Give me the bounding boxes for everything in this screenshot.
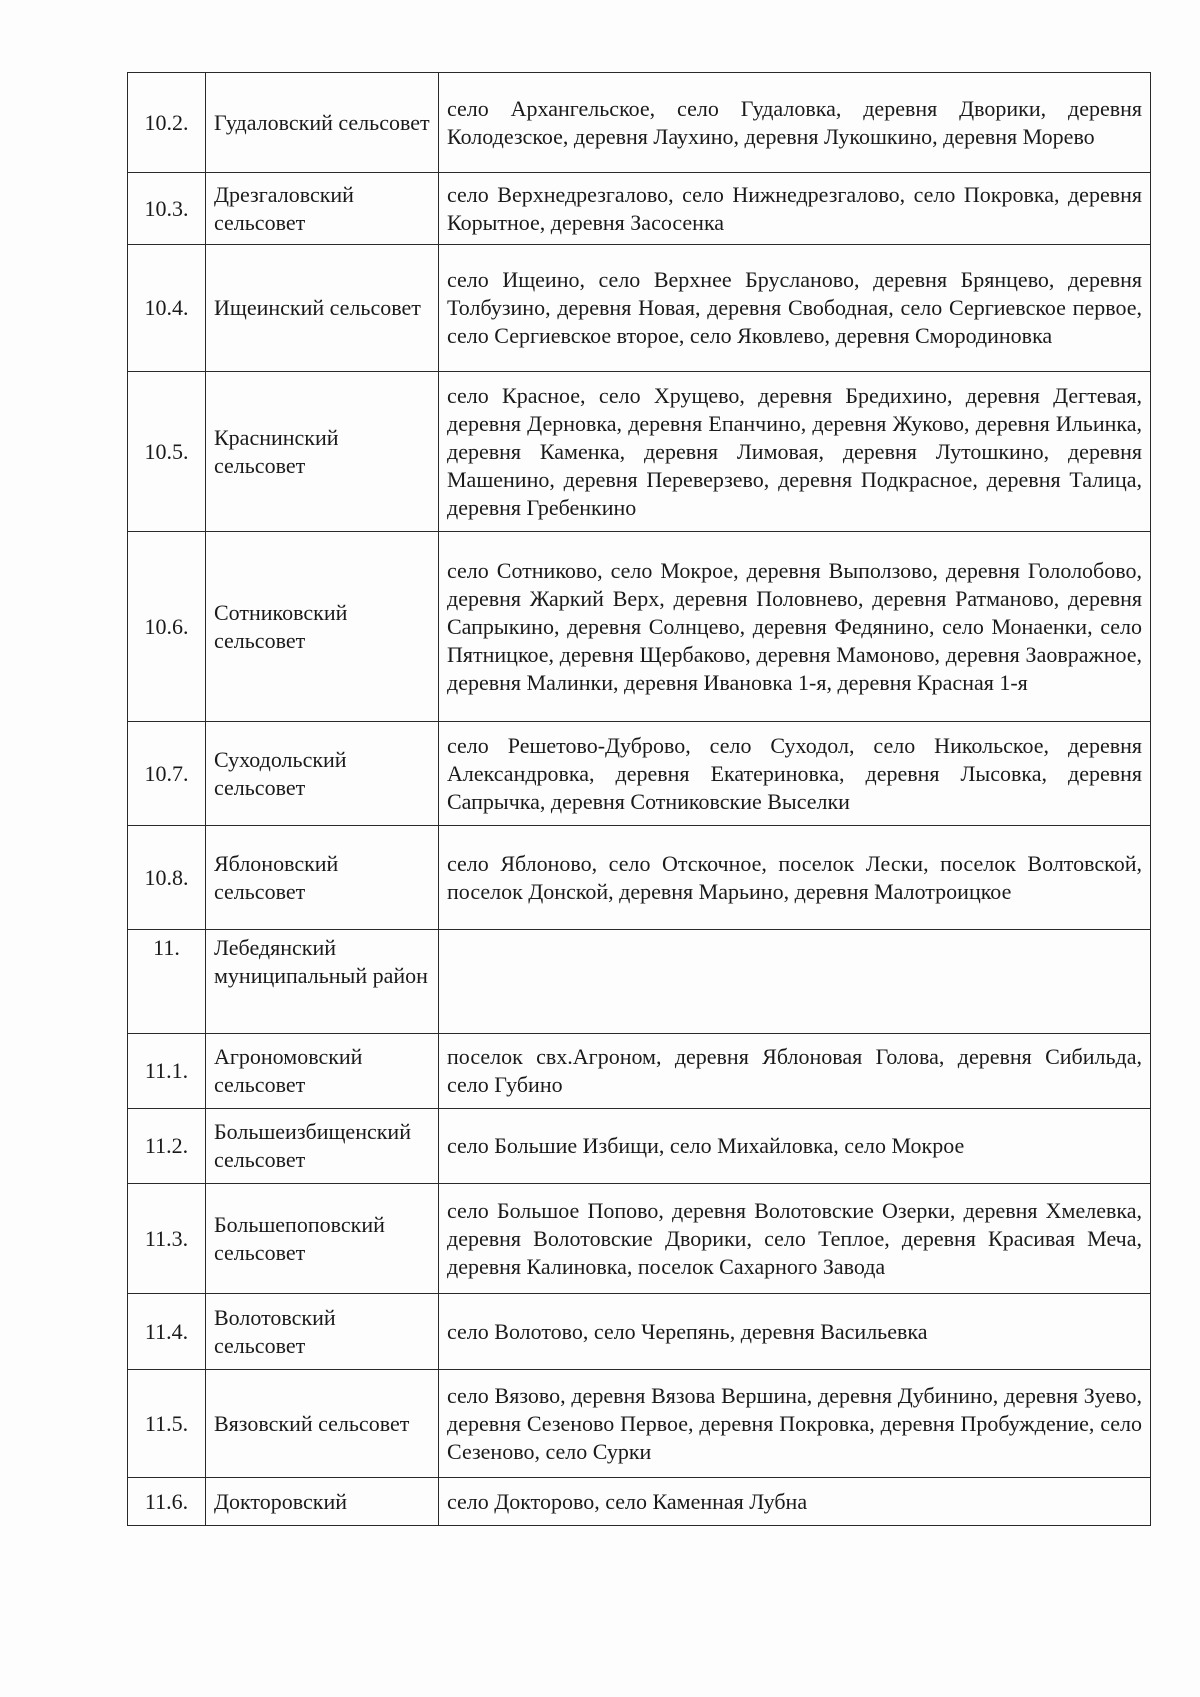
council-name: Дрезгаловский сельсовет	[206, 173, 439, 245]
table-row	[128, 1294, 1151, 1370]
council-name: Агрономовский сельсовет	[206, 1034, 439, 1109]
table-row	[128, 73, 1151, 173]
row-number: 10.6.	[128, 532, 206, 722]
row-number: 10.4.	[128, 245, 206, 372]
table-row	[128, 1478, 1151, 1526]
council-name: Большепоповский сельсовет	[206, 1184, 439, 1294]
settlements-list: село Большие Избищи, село Михайловка, село Мокрое	[439, 1109, 1151, 1184]
table-row	[128, 722, 1151, 826]
council-name: Краснинский сельсовет	[206, 372, 439, 532]
row-number: 11.1.	[128, 1034, 206, 1109]
settlements-list: село Красное, село Хрущево, деревня Бредихино, деревня Дегтевая, деревня Дерновка, деревня Епанчино, деревня Жуково, деревня Ильинка, деревня Каменка, деревня Лимовая, деревня Лутошкино, деревня Машенино, деревня Переверзево, деревня Подкрасное, деревня Талица, деревня Гребенкино	[439, 372, 1151, 532]
council-name: Вязовский сельсовет	[206, 1370, 439, 1478]
settlements-list	[439, 930, 1151, 1034]
table-row	[128, 826, 1151, 930]
row-number: 11.3.	[128, 1184, 206, 1294]
row-number: 10.7.	[128, 722, 206, 826]
table-row	[128, 372, 1151, 532]
row-number: 11.	[128, 930, 206, 1034]
settlements-list: село Верхнедрезгалово, село Нижнедрезгалово, село Покровка, деревня Корытное, деревня Засосенка	[439, 173, 1151, 245]
settlements-list: село Яблоново, село Отскочное, поселок Лески, поселок Волтовской, поселок Донской, деревня Марьино, деревня Малотроицкое	[439, 826, 1151, 930]
district-name: Лебедянский муниципальный район	[206, 930, 439, 1034]
council-name: Гудаловский сельсовет	[206, 73, 439, 173]
table-row	[128, 1034, 1151, 1109]
settlements-list: поселок свх.Агроном, деревня Яблоновая Голова, деревня Сибильда, село Губино	[439, 1034, 1151, 1109]
table-row	[128, 1184, 1151, 1294]
settlements-table	[127, 72, 1151, 1526]
table-row	[128, 1370, 1151, 1478]
row-number: 10.2.	[128, 73, 206, 173]
table-row	[128, 930, 1151, 1034]
council-name: Волотовский сельсовет	[206, 1294, 439, 1370]
council-name: Докторовский	[206, 1478, 439, 1526]
row-number: 10.5.	[128, 372, 206, 532]
row-number: 11.6.	[128, 1478, 206, 1526]
settlements-list: село Докторово, село Каменная Лубна	[439, 1478, 1151, 1526]
row-number: 10.3.	[128, 173, 206, 245]
row-number: 11.4.	[128, 1294, 206, 1370]
table-row	[128, 245, 1151, 372]
table-row	[128, 532, 1151, 722]
row-number: 10.8.	[128, 826, 206, 930]
settlements-list: село Сотниково, село Мокрое, деревня Выползово, деревня Гололобово, деревня Жаркий Верх, деревня Половнево, деревня Ратманово, деревня Сапрыкино, деревня Солнцево, деревня Федянино, село Монаенки, село Пятницкое, деревня Щербаково, деревня Мамоново, деревня Заовражное, деревня Малинки, деревня Ивановка 1-я, деревня Красная 1-я	[439, 532, 1151, 722]
council-name: Большеизбищенский сельсовет	[206, 1109, 439, 1184]
settlements-list: село Большое Попово, деревня Волотовские Озерки, деревня Хмелевка, деревня Волотовские Дворики, село Теплое, деревня Красивая Меча, деревня Калиновка, поселок Сахарного Завода	[439, 1184, 1151, 1294]
council-name: Сотниковский сельсовет	[206, 532, 439, 722]
council-name: Ищеинский сельсовет	[206, 245, 439, 372]
settlements-list: село Вязово, деревня Вязова Вершина, деревня Дубинино, деревня Зуево, деревня Сезеново Первое, деревня Покровка, деревня Пробуждение, село Сезеново, село Сурки	[439, 1370, 1151, 1478]
table-row	[128, 1109, 1151, 1184]
row-number: 11.2.	[128, 1109, 206, 1184]
settlements-list: село Архангельское, село Гудаловка, деревня Дворики, деревня Колодезское, деревня Лаухино, деревня Лукошкино, деревня Морево	[439, 73, 1151, 173]
council-name: Суходольский сельсовет	[206, 722, 439, 826]
council-name: Яблоновский сельсовет	[206, 826, 439, 930]
settlements-list: село Решетово-Дуброво, село Суходол, село Никольское, деревня Александровка, деревня Екатериновка, деревня Лысовка, деревня Сапрычка, деревня Сотниковские Выселки	[439, 722, 1151, 826]
settlements-list: село Ищеино, село Верхнее Брусланово, деревня Брянцево, деревня Толбузино, деревня Новая, деревня Свободная, село Сергиевское первое, село Сергиевское второе, село Яковлево, деревня Смородиновка	[439, 245, 1151, 372]
settlements-list: село Волотово, село Черепянь, деревня Васильевка	[439, 1294, 1151, 1370]
table-row	[128, 173, 1151, 245]
row-number: 11.5.	[128, 1370, 206, 1478]
